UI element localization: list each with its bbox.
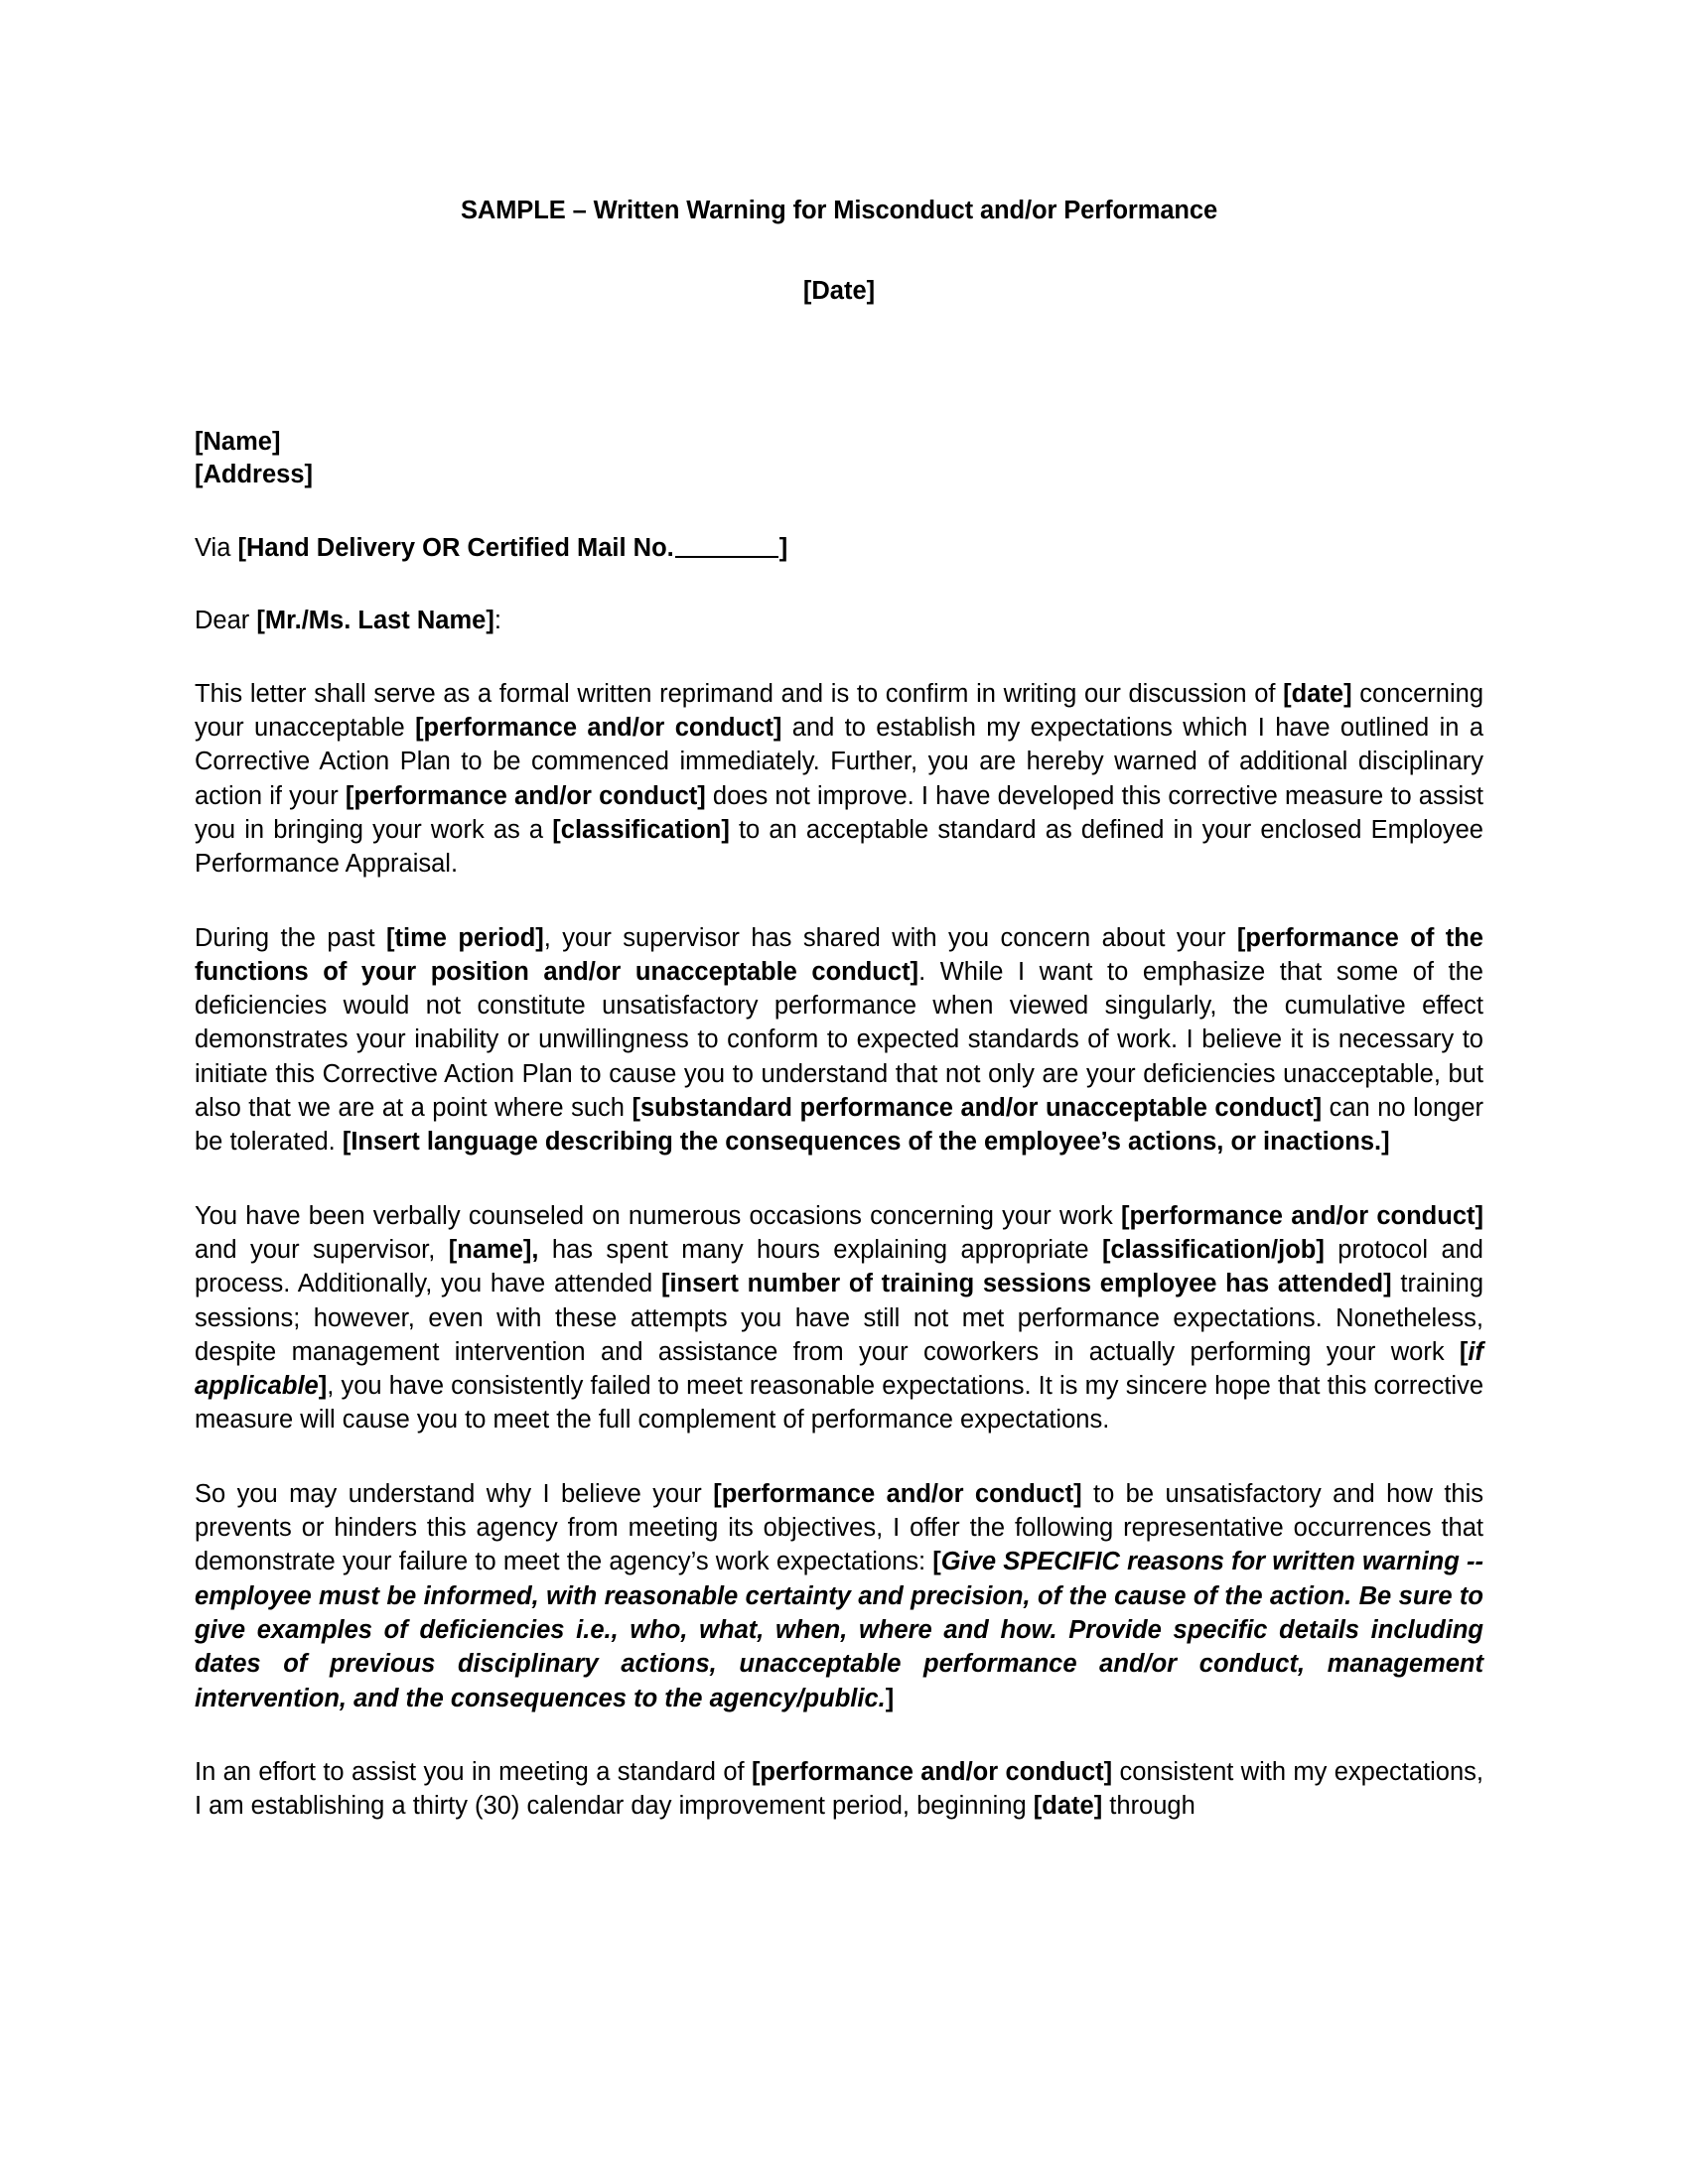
p3-text-4: protocol and process. Additionally, you have attended xyxy=(195,1235,1483,1298)
page-title: SAMPLE – Written Warning for Misconduct and/or Performance xyxy=(460,197,1218,224)
p2-text-4: can no longer be tolerated. xyxy=(195,1094,1484,1157)
p3-bracket-close: ] xyxy=(318,1372,328,1401)
p3-bracket-open: [ xyxy=(1459,1337,1469,1366)
p4-text-1: So you may understand why I believe your xyxy=(195,1479,714,1508)
p2-placeholder-substandard-performance: [substandard performance and/or unacceptable conduct] xyxy=(632,1094,1323,1123)
p5-text-2: consistent with my expectations, I am establishing a thirty (30) calendar day improvement period, beginning xyxy=(195,1757,1483,1821)
certified-mail-number-blank[interactable] xyxy=(675,556,778,558)
p3-placeholder-performance-conduct: [performance and/or conduct] xyxy=(1121,1201,1484,1230)
p2-text-1: During the past xyxy=(195,923,387,952)
p4-specific-reasons-text: Give SPECIFIC reasons for written warning -- employee must be informed, with reasonable certainty and precision, of the cause of the action. Be sure to give examples of deficiencies i.e., who, what, when, where and how. Provide specific details including dates of previous disciplinary actions, unacceptable performance and/or conduct, management intervention, and the consequences to the agency/public. xyxy=(195,1548,1483,1712)
p1-placeholder-performance-conduct-1: [performance and/or conduct] xyxy=(415,714,782,743)
recipient-address-block xyxy=(195,307,1483,491)
p2-text-2: , your supervisor has shared with you concern about your xyxy=(543,923,1237,952)
p2-text-3: . While I want to emphasize that some of the deficiencies would not constitute unsatisfactory performance when viewed singularly, the cumulative effect demonstrates your inability or unwillingness to conform to expected standards of work. I believe it is necessary to initiate this Corrective Action Plan to cause you to understand that not only are your deficiencies unacceptable, but also that we are at a point where such xyxy=(195,957,1483,1123)
p1-text-5: to an acceptable standard as defined in your enclosed Employee Performance Appraisal. xyxy=(195,816,1483,879)
p3-text-1: You have been verbally counseled on numerous occasions concerning your work xyxy=(195,1201,1122,1230)
via-bracket-close: ] xyxy=(778,533,788,562)
p5-placeholder-performance-conduct: [performance and/or conduct] xyxy=(751,1757,1113,1786)
body-paragraph-1 xyxy=(195,637,1483,882)
p2-placeholder-insert-consequences: [Insert language describing the consequences of the employee’s actions, or inactions.] xyxy=(342,1128,1390,1157)
p1-text-2: concerning your unacceptable xyxy=(195,679,1483,743)
via-delivery-line xyxy=(195,492,1483,565)
via-prefix: Via xyxy=(195,533,238,562)
p3-text-6: , you have consistently failed to meet reasonable expectations. It is my sincere hope that this corrective measure will cause you to meet the full complement of performance expectations. xyxy=(195,1372,1483,1434)
p3-placeholder-name: [name], xyxy=(448,1235,539,1264)
body-paragraph-2 xyxy=(195,882,1483,1160)
letter-content xyxy=(195,0,1483,1823)
p4-text-2: to be unsatisfactory and how this prevents or hinders this agency from meeting its objectives, I offer the following representative occurrences that demonstrate your failure to meet the agency’s work expectations: xyxy=(195,1479,1484,1576)
p4-bracket-open: [ xyxy=(932,1548,941,1576)
p1-text-4: does not improve. I have developed this corrective measure to assist you in bringing your work as a xyxy=(195,781,1483,844)
p1-text-1: This letter shall serve as a formal written reprimand and is to confirm in writing our discussion of xyxy=(195,679,1284,708)
salutation-name-placeholder: [Mr./Ms. Last Name] xyxy=(256,606,494,634)
p1-placeholder-date: [date] xyxy=(1283,679,1352,708)
p2-placeholder-time-period: [time period] xyxy=(386,923,544,952)
p5-text-3: through xyxy=(1102,1792,1196,1821)
recipient-address: [Address] xyxy=(195,461,314,489)
body-paragraph-5 xyxy=(195,1715,1483,1824)
p1-placeholder-classification: [classification] xyxy=(552,816,730,844)
recipient-name: [Name] xyxy=(195,428,281,457)
p4-placeholder-performance-conduct: [performance and/or conduct] xyxy=(713,1479,1082,1508)
p3-placeholder-training-sessions: [insert number of training sessions employee has attended] xyxy=(660,1270,1392,1298)
body-paragraph-3 xyxy=(195,1160,1483,1437)
p4-bracket-close: ] xyxy=(885,1684,895,1712)
p3-text-5: training sessions; however, even with these attempts you have still not met performance expectations. Nonetheless, despite management intervention and assistance from your coworkers in actually performing your work xyxy=(195,1270,1483,1366)
salutation-suffix: : xyxy=(493,606,501,634)
salutation-prefix: Dear xyxy=(195,606,257,634)
body-paragraph-4 xyxy=(195,1437,1483,1715)
p3-placeholder-classification-job: [classification/job] xyxy=(1101,1235,1325,1264)
p2-placeholder-functions-conduct: [performance of the functions of your position and/or unacceptable conduct] xyxy=(195,923,1483,986)
p5-text-1: In an effort to assist you in meeting a standard of xyxy=(195,1757,752,1786)
p1-text-3: and to establish my expectations which I have outlined in a Corrective Action Plan to be commenced immediately. Further, you are hereby warned of additional disciplinary action if your xyxy=(195,714,1484,810)
p1-placeholder-performance-conduct-2: [performance and/or conduct] xyxy=(345,781,706,810)
p3-text-3: has spent many hours explaining appropriate xyxy=(538,1235,1102,1264)
p3-text-2: and your supervisor, xyxy=(195,1235,449,1264)
via-method-placeholder: [Hand Delivery OR Certified Mail No. xyxy=(237,533,674,562)
p3-if-applicable-text: if applicable xyxy=(195,1337,1483,1401)
p5-placeholder-date: [date] xyxy=(1033,1792,1103,1821)
letter-date-placeholder: [Date] xyxy=(802,276,876,305)
salutation-line xyxy=(195,565,1483,637)
